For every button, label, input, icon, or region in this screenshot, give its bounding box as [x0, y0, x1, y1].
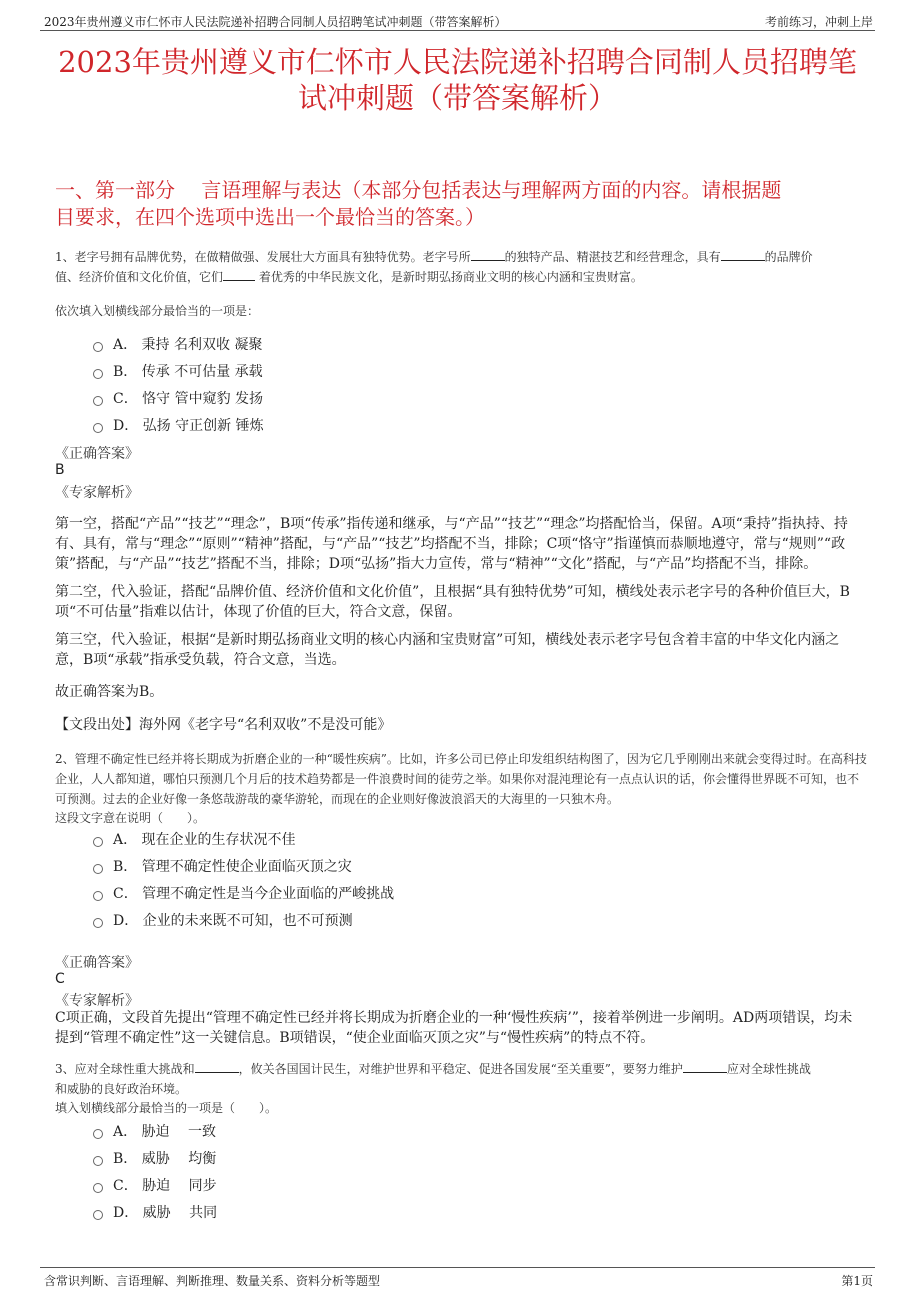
option-d[interactable] — [93, 1198, 217, 1225]
radio-icon[interactable] — [93, 864, 103, 874]
option-label: D． 企业的未来既不可知，也不可预测 — [113, 912, 353, 929]
radio-icon[interactable] — [93, 396, 103, 406]
radio-icon[interactable] — [93, 837, 103, 847]
option-label: B． 传承 不可估量 承载 — [113, 363, 263, 380]
radio-icon[interactable] — [93, 918, 103, 928]
option-b[interactable] — [93, 357, 264, 384]
option-a[interactable] — [93, 1117, 217, 1144]
section-line-2: 目要求，在四个选项中选出一个最恰当的答案。） — [55, 205, 485, 229]
analysis-label: 《专家解析》 — [55, 993, 139, 1009]
footer-description: 含常识判断、言语理解、判断推理、数量关系、资料分析等题型 — [44, 1274, 381, 1288]
option-label: B． 威胁 均衡 — [113, 1150, 217, 1167]
answer-value: B — [55, 462, 65, 478]
q3-text-part: 应对全球性挑战 — [726, 1062, 811, 1076]
q1-text-part: 1、老字号拥有品牌优势，在做精做强、发展壮大方面具有独特优势。老字号所 — [55, 250, 471, 264]
option-a[interactable] — [93, 330, 264, 357]
title-line-1: 2023年贵州遵义市仁怀市人民法院递补招聘合同制人员招聘笔 — [58, 45, 857, 79]
analysis-paragraph: C项正确，文段首先提出“管理不确定性已经并将长期成为折磨企业的一种‘慢性疾病’”，接着举例进一步阐明。AD两项错误，均未提到“管理不确定性”这一关键信息。B项错误，“使企业面临灭顶之灾”与“慢性疾病”的特点不符。 — [55, 1010, 853, 1046]
page-header — [40, 12, 875, 31]
question-1-options — [93, 330, 264, 438]
page-footer — [40, 1267, 875, 1288]
option-d[interactable] — [93, 906, 394, 933]
question-1-text — [55, 247, 870, 287]
blank-line — [223, 268, 255, 281]
option-label: A． 现在企业的生存状况不佳 — [113, 831, 296, 848]
question-2-options — [93, 825, 394, 933]
q1-text-part: 的独特产品、精湛技艺和经营理念，具有 — [504, 250, 721, 264]
analysis-source: 【文段出处】海外网《老字号“名利双收”不是没可能》 — [55, 717, 392, 733]
option-c[interactable] — [93, 1171, 217, 1198]
option-a[interactable] — [93, 825, 394, 852]
title-line-2: 试冲刺题（带答案解析） — [297, 81, 617, 115]
radio-icon[interactable] — [93, 1156, 103, 1166]
radio-icon[interactable] — [93, 369, 103, 379]
question-1-prompt: 依次填入划横线部分最恰当的一项是： — [55, 304, 260, 318]
section-line-1: 一、第一部分 言语理解与表达（本部分包括表达与理解两方面的内容。请根据题 — [55, 178, 782, 202]
q1-text-part: 着优秀的中华民族文化，是新时期弘扬商业文明的核心内涵和宝贵财富。 — [255, 270, 643, 284]
blank-line — [195, 1060, 239, 1073]
option-b[interactable] — [93, 1144, 217, 1171]
question-2-text: 2、管理不确定性已经并将长期成为折磨企业的一种“暖性疾病”。比如，许多公司已停止印发组织结构图了，因为它几乎刚刚出来就会变得过时。在高科技企业，人人都知道，哪怕只预测几个月后的技术趋势都是一件浪费时间的徒劳之举。如果你对混沌理论有一点点认识的话，你会懂得世界既不可知，也不可预测。过去的企业好像一条悠哉游哉的豪华游轮，而现在的企业则好像波浪滔天的大海里的一只独木舟。 — [55, 752, 867, 806]
question-3-prompt: 填入划横线部分最恰当的一项是（ ）。 — [55, 1101, 278, 1115]
radio-icon[interactable] — [93, 423, 103, 433]
question-3-text — [55, 1059, 870, 1099]
option-b[interactable] — [93, 852, 394, 879]
document-title — [40, 44, 875, 116]
q3-text-part: 3、应对全球性重大挑战和 — [55, 1062, 195, 1076]
q3-text-part: ，攸关各国国计民生，对维护世界和平稳定、促进各国发展“至关重要”，要努力维护 — [238, 1062, 683, 1076]
analysis-label: 《专家解析》 — [55, 485, 139, 501]
answer-value: C — [55, 971, 65, 987]
header-title: 2023年贵州遵义市仁怀市人民法院递补招聘合同制人员招聘笔试冲刺题（带答案解析） — [44, 15, 507, 29]
analysis-paragraph: 第二空，代入验证，搭配“品牌价值、经济价值和文化价值”，且根据“具有独特优势”可知，横线处表示老字号的各种价值巨大，B项“不可估量”指难以估计，体现了价值的巨大，符合文意，保留。 — [55, 584, 850, 620]
option-label: D． 弘扬 守正创新 锤炼 — [113, 417, 264, 434]
section-heading — [55, 177, 865, 231]
option-label: C． 恪守 管中窥豹 发扬 — [113, 390, 264, 407]
radio-icon[interactable] — [93, 342, 103, 352]
option-label: B． 管理不确定性使企业面临灭顶之灾 — [113, 858, 352, 875]
question-3-options — [93, 1117, 217, 1225]
option-c[interactable] — [93, 384, 264, 411]
q1-text-part: 值、经济价值和文化价值，它们 — [55, 270, 224, 284]
question-2-prompt: 这段文字意在说明（ ）。 — [55, 811, 206, 825]
radio-icon[interactable] — [93, 1129, 103, 1139]
option-label: A． 胁迫 一致 — [113, 1123, 217, 1140]
answer-label: 《正确答案》 — [55, 446, 139, 462]
radio-icon[interactable] — [93, 891, 103, 901]
q3-text-part: 和威胁的良好政治环境。 — [55, 1082, 188, 1096]
option-label: C． 胁迫 同步 — [113, 1177, 217, 1194]
option-d[interactable] — [93, 411, 264, 438]
analysis-conclusion: 故正确答案为B。 — [55, 684, 164, 700]
radio-icon[interactable] — [93, 1183, 103, 1193]
option-label: D． 威胁 共同 — [113, 1204, 218, 1221]
blank-line — [471, 248, 505, 261]
blank-line — [683, 1060, 727, 1073]
option-c[interactable] — [93, 879, 394, 906]
radio-icon[interactable] — [93, 1210, 103, 1220]
page-number: 第1页 — [841, 1274, 873, 1288]
answer-label: 《正确答案》 — [55, 955, 139, 971]
analysis-paragraph: 第三空，代入验证，根据“是新时期弘扬商业文明的核心内涵和宝贵财富”可知，横线处表示老字号包含着丰富的中华文化内涵之意，B项“承载”指承受负载，符合文意，当选。 — [55, 632, 840, 668]
analysis-paragraph: 第一空，搭配“产品”“技艺”“理念”，B项“传承”指传递和继承，与“产品”“技艺”“理念”均搭配恰当，保留。A项“秉持”指执持、持有、具有，常与“理念”“原则”“精神”搭配，与“产品”“技艺”均搭配不当，排除；C项“恪守”指谨慎而恭顺地遵守，常与“规则”“政策”搭配，与“产品”“技艺”搭配不当，排除；D项“弘扬”指大力宣传，常与“精神”“文化”搭配，与“产品”均搭配不当，排除。 — [55, 516, 848, 572]
q1-text-part: 的品牌价 — [764, 250, 813, 264]
option-label: A． 秉持 名利双收 凝聚 — [113, 336, 263, 353]
header-slogan: 考前练习，冲刺上岸 — [764, 15, 873, 29]
option-label: C． 管理不确定性是当今企业面临的严峻挑战 — [113, 885, 395, 902]
blank-line — [721, 248, 765, 261]
